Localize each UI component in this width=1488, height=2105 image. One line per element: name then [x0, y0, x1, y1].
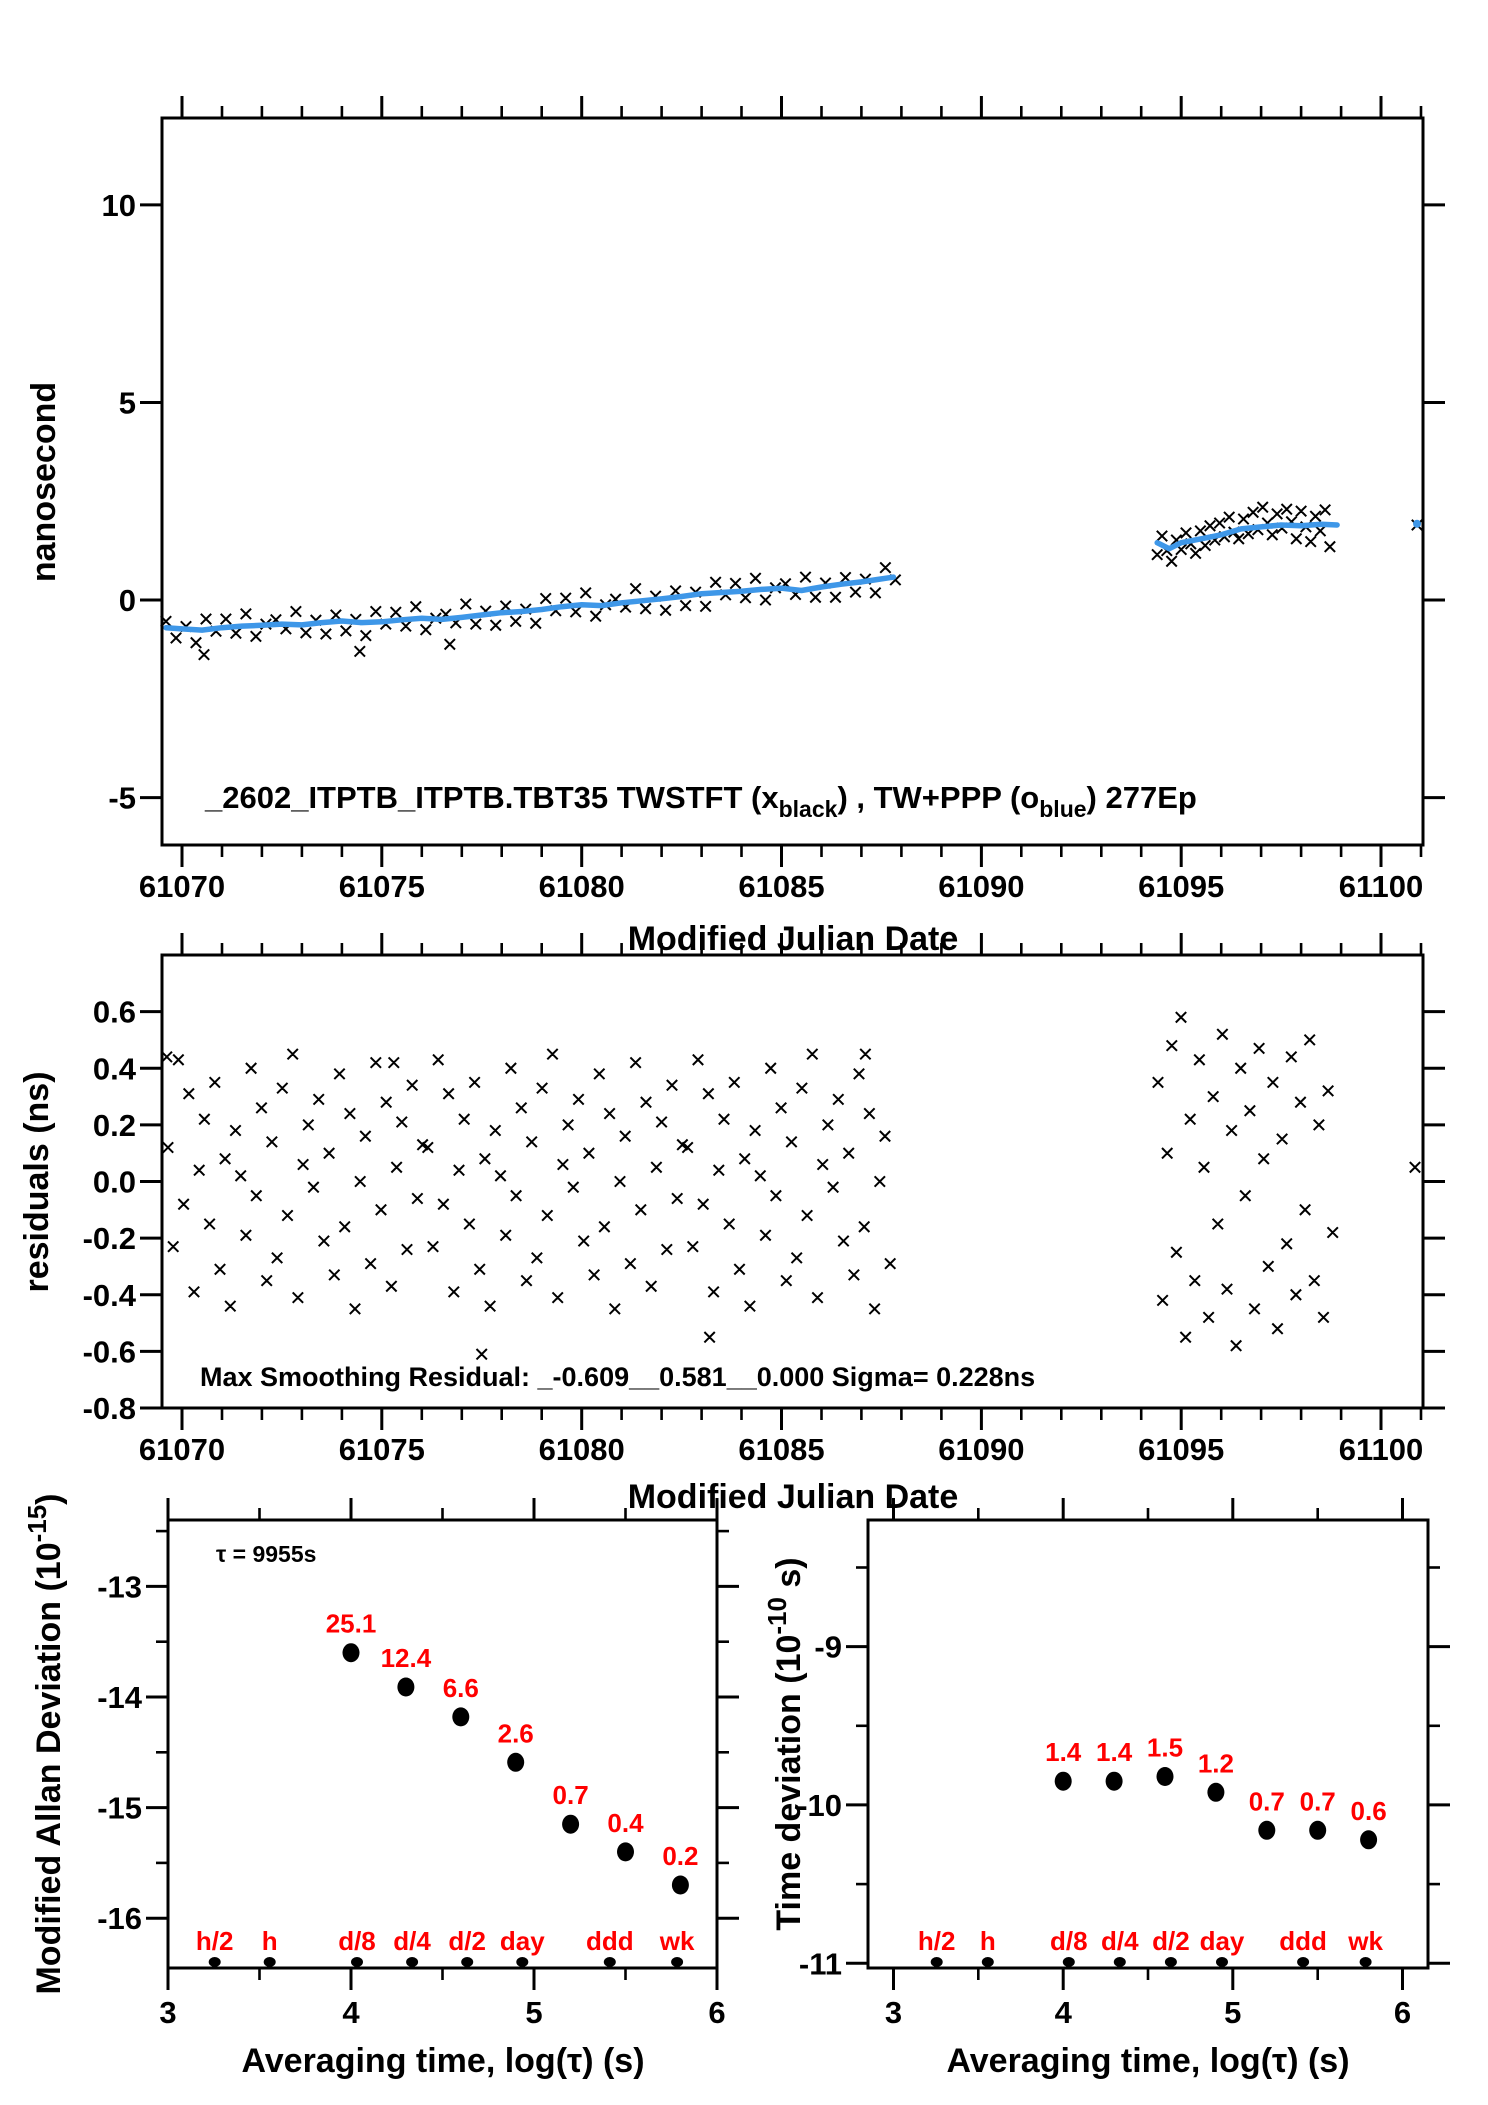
panel-mdev	[22, 1493, 739, 2080]
tdev-data-point	[1106, 1772, 1123, 1791]
tau-label: d/8	[1050, 1926, 1088, 1956]
y-tick-label: -15	[97, 1790, 142, 1826]
x-tick-label: 61085	[738, 869, 825, 904]
twstft-plot-box	[162, 118, 1423, 845]
twstft-smoothed-series	[1157, 524, 1337, 549]
x-tick-label: 3	[159, 1995, 177, 2030]
y-tick-label: 0.0	[92, 1164, 136, 1200]
x-tick-label: 6	[1393, 1995, 1412, 2030]
tau-marker	[604, 1957, 616, 1967]
mdev-y-axis-title: Modified Allan Deviation $(10^{-15})$	[22, 1493, 68, 1995]
mdev-point-value-label: 6.6	[442, 1672, 479, 1703]
x-tick-label: 61075	[338, 869, 425, 904]
mdev-point-value-label: 0.2	[662, 1841, 699, 1871]
tau-marker	[982, 1957, 994, 1967]
mdev-data-point	[617, 1842, 634, 1861]
tau-marker	[1216, 1957, 1228, 1967]
tdev-point-value-label: 0.7	[1299, 1786, 1336, 1817]
residuals-annotation: Max Smoothing Residual: _-0.609__0.581__0.000 Sigma= 0.228ns	[200, 1362, 1036, 1392]
x-tick-label: 61070	[138, 869, 226, 904]
y-tick-label: -16	[97, 1901, 142, 1937]
y-tick-label: -9	[814, 1629, 842, 1665]
y-tick-label: -11	[798, 1946, 842, 1982]
tau-label: day	[1199, 1926, 1245, 1956]
twstft-title: _2602_ITPTB_ITPTB.TBT35 TWSTFT $(x_{black})$ , TW+PPP $(o_{blue})$ 277Ep	[205, 780, 1197, 822]
y-tick-label: -13	[97, 1569, 142, 1605]
residuals-x-axis-title: Modified Julian Date	[627, 1478, 959, 1516]
tau-label: day	[499, 1926, 545, 1956]
tau-label: h	[979, 1926, 996, 1956]
mdev-data-point	[452, 1707, 469, 1726]
x-tick-label: 61075	[338, 1432, 425, 1467]
tau-label: d/2	[448, 1926, 486, 1956]
x-tick-label: 61080	[538, 869, 625, 904]
tdev-data-point	[1309, 1821, 1326, 1840]
tau-marker	[264, 1957, 276, 1967]
twstft-x-axis-title: Modified Julian Date	[627, 920, 959, 958]
tau-label: d/8	[338, 1926, 376, 1956]
mdev-data-point	[507, 1753, 524, 1772]
mdev-x-axis-title: Averaging time, log(τ) (s)	[241, 2042, 645, 2080]
panel-twstft	[25, 96, 1445, 958]
panel-residuals	[18, 933, 1445, 1516]
tdev-data-point	[1207, 1783, 1224, 1802]
mdev-data-point	[562, 1815, 579, 1834]
twstft-black-x-series	[161, 502, 1422, 660]
tau-marker	[351, 1957, 363, 1967]
x-tick-label: 61090	[938, 1432, 1025, 1467]
x-tick-label: 5	[1224, 1995, 1242, 2030]
residuals-plot-box	[162, 955, 1423, 1408]
tdev-data-point	[1055, 1772, 1072, 1791]
tau-marker	[461, 1957, 473, 1967]
x-tick-label: 61095	[1138, 1432, 1225, 1467]
y-tick-label: -0.2	[82, 1221, 136, 1257]
tdev-point-value-label: 1.4	[1096, 1737, 1133, 1768]
y-tick-label: 5	[118, 385, 136, 421]
mdev-point-value-label: 0.4	[607, 1807, 644, 1838]
mdev-point-value-label: 25.1	[325, 1608, 377, 1639]
residuals-black-x-series	[162, 1012, 1421, 1359]
x-tick-label: 61095	[1138, 869, 1225, 904]
tau-marker	[1360, 1957, 1372, 1967]
tau-label: d/4	[393, 1926, 431, 1956]
y-tick-label: -5	[108, 780, 136, 816]
tau-marker	[931, 1957, 943, 1967]
tdev-point-value-label: 1.4	[1045, 1737, 1082, 1768]
tau-label: d/4	[1101, 1926, 1139, 1956]
mdev-point-value-label: 2.6	[497, 1718, 534, 1749]
mdev-point-value-label: 12.4	[380, 1643, 432, 1673]
y-tick-label: -14	[97, 1680, 142, 1715]
x-tick-label: 4	[342, 1995, 360, 2030]
tau-label: ddd	[1279, 1926, 1327, 1956]
tau-label: h/2	[917, 1926, 956, 1956]
x-tick-label: 4	[1054, 1995, 1072, 2030]
y-tick-label: -10	[797, 1787, 842, 1823]
y-tick-label: -0.4	[82, 1277, 136, 1313]
tdev-point-value-label: 0.7	[1248, 1786, 1285, 1817]
panel-tdev	[762, 1498, 1450, 2080]
y-tick-label: -0.6	[82, 1334, 136, 1370]
x-tick-label: 61085	[738, 1432, 825, 1467]
y-tick-label: 0.4	[92, 1051, 136, 1087]
tau-marker	[1114, 1957, 1126, 1967]
y-tick-label: 0.2	[92, 1107, 136, 1143]
tau-marker	[209, 1957, 221, 1967]
x-tick-label: 61070	[138, 1432, 226, 1467]
mdev-tau-note: τ = 9955s	[216, 1541, 317, 1567]
x-tick-label: 3	[884, 1995, 903, 2030]
tau-marker	[1297, 1957, 1309, 1967]
tau-label: h/2	[195, 1926, 234, 1956]
mdev-point-value-label: 0.7	[552, 1780, 589, 1811]
tau-marker	[671, 1957, 683, 1967]
tdev-x-axis-title: Averaging time, log(τ) (s)	[946, 2042, 1350, 2080]
y-tick-label: 0.6	[92, 994, 136, 1030]
twstft-blue-point	[1413, 520, 1421, 528]
tdev-data-point	[1157, 1767, 1174, 1786]
tdev-data-point	[1360, 1830, 1377, 1849]
tau-label: wk	[659, 1926, 695, 1956]
mdev-plot-box	[168, 1520, 717, 1968]
tdev-point-value-label: 1.5	[1146, 1732, 1184, 1763]
x-tick-label: 61080	[538, 1432, 625, 1467]
tau-marker	[1063, 1957, 1075, 1967]
tau-label: wk	[1348, 1926, 1383, 1956]
tdev-y-axis-title: Time deviation ($10^{-10}$ s)	[762, 1557, 808, 1931]
tau-marker	[1165, 1957, 1177, 1967]
residuals-y-axis-title: residuals (ns)	[18, 1071, 56, 1293]
mdev-data-point	[672, 1876, 689, 1895]
x-tick-label: 6	[708, 1995, 726, 2030]
tdev-data-point	[1258, 1821, 1275, 1840]
x-tick-label: 61100	[1338, 869, 1424, 904]
twstft-y-axis-title: nanosecond	[25, 381, 63, 583]
tau-marker	[406, 1957, 418, 1967]
x-tick-label: 5	[525, 1995, 543, 2030]
tau-label: d/2	[1152, 1926, 1190, 1956]
y-tick-label: -0.8	[82, 1391, 136, 1426]
mdev-data-point	[397, 1678, 414, 1697]
y-tick-label: 0	[118, 583, 136, 618]
tdev-point-value-label: 0.6	[1350, 1795, 1387, 1826]
y-tick-label: 10	[101, 187, 136, 223]
tau-marker	[516, 1957, 528, 1967]
tau-label: h	[261, 1926, 278, 1956]
x-tick-label: 61090	[938, 869, 1025, 904]
tdev-point-value-label: 1.2	[1197, 1748, 1234, 1779]
x-tick-label: 61100	[1338, 1432, 1424, 1467]
mdev-data-point	[343, 1643, 360, 1662]
tau-label: ddd	[585, 1926, 634, 1956]
